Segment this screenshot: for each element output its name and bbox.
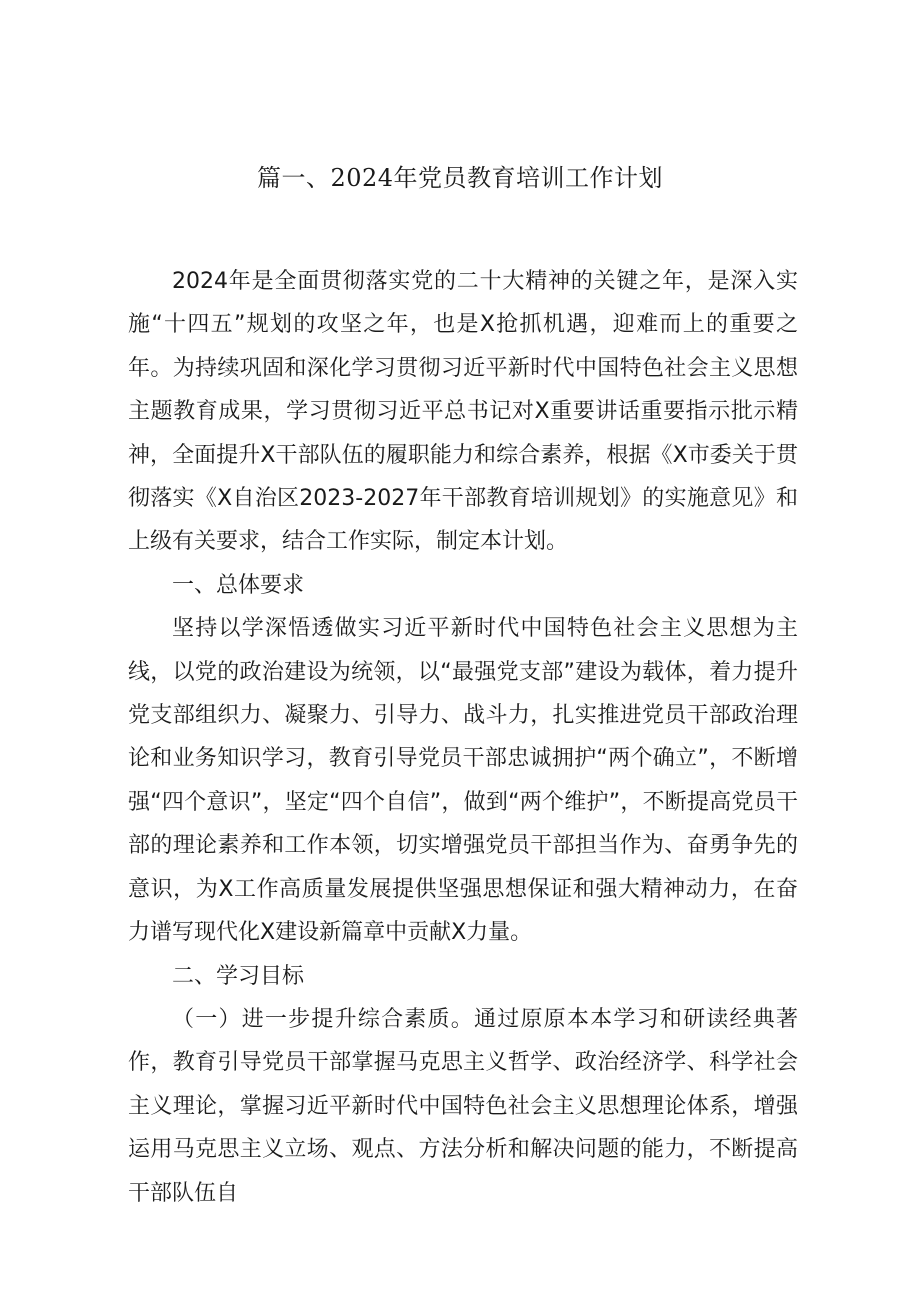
section-heading-learning-goals: 二、学习目标 bbox=[172, 963, 305, 989]
paragraph-goal-one: （一）进一步提升综合素质。通过原原本本学习和研读经典著作，教育引导党员干部掌握马克思主义哲学、政治经济学、科学社会主义理论，掌握习近平新时代中国特色社会主义思想理论体系，增强运用马克思主义立场、观点、方法分析和解决问题的能力，不断提高干部队伍自 bbox=[128, 1006, 798, 1206]
paragraph-general-requirements: 坚持以学深悟透做实习近平新时代中国特色社会主义思想为主线，以党的政治建设为统领，以“最强党支部”建设为载体，着力提升党支部组织力、凝聚力、引导力、战斗力，扎实推进党员干部政治理论和业务知识学习，教育引导党员干部忠诚拥护“两个确立”，不断增强“四个意识”，坚定“四个自信”，做到“两个维护”，不断提高党员干部的理论素养和工作本领，切实增强党员干部担当作为、奋勇争先的意识，为X工作高质量发展提供坚强思想保证和强大精神动力，在奋力谱写现代化X建设新篇章中贡献X力量。 bbox=[128, 616, 798, 946]
section-heading-general-requirements: 一、总体要求 bbox=[172, 572, 305, 598]
document-title: 篇一、2024年党员教育培训工作计划 bbox=[256, 164, 664, 192]
paragraph-intro: 2024年是全面贯彻落实党的二十大精神的关键之年，是深入实施“十四五”规划的攻坚之年，也是X抢抓机遇，迎难而上的重要之年。为持续巩固和深化学习贯彻习近平新时代中国特色社会主义思想主题教育成果，学习贯彻习近平总书记对X重要讲话重要指示批示精神，全面提升X干部队伍的履职能力和综合素养，根据《X市委关于贯彻落实《X自治区2023-2027年干部教育培训规划》的实施意见》和上级有关要求，结合工作实际，制定本计划。 bbox=[128, 269, 798, 555]
document-body bbox=[128, 260, 798, 1215]
